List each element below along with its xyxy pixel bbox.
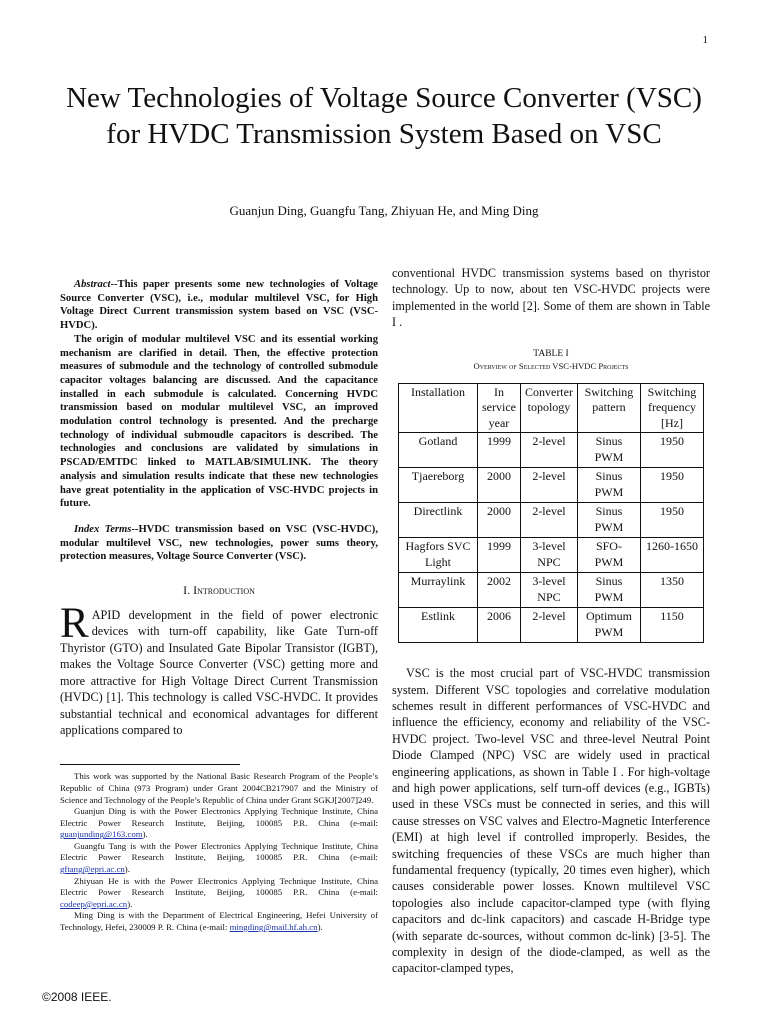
right-paragraph-1: conventional HVDC transmission systems based on thyristor technology. Up to now, about ten VSC-HVDC projects were implemented in the world [2]. Some of them are shown in Table I . — [392, 266, 710, 330]
index-terms-lead: Index Terms — [74, 523, 132, 535]
email-link[interactable]: gftang@epri.ac.cn — [60, 864, 125, 875]
table-header-cell: Switching pattern — [577, 383, 640, 433]
table-cell: Sinus PWM — [577, 468, 640, 503]
footnotes — [60, 771, 378, 933]
table-row — [399, 503, 704, 538]
table-row — [399, 433, 704, 468]
table-cell: 1950 — [640, 468, 703, 503]
abstract-paragraph-1: --This paper presents some new technologies of Voltage Source Converter (VSC), i.e., modular multilevel VSC, for High Voltage Direct Current transmission system based on VSC (VSC-HVDC). — [60, 279, 378, 332]
table-cell: Hagfors SVC Light — [399, 538, 478, 573]
table-cell: 1150 — [640, 608, 703, 643]
table-cell: 2-level — [520, 503, 577, 538]
table-header-cell: Installation — [399, 383, 478, 433]
footnote-author-2: Guangfu Tang is with the Power Electronics Applying Technique Institute, China Electric Power Research Institute, Beijing, 100085 P.R. China (e-mail: gftang@epri.ac.cn). — [60, 840, 378, 875]
table-row — [399, 573, 704, 608]
table-cell: Sinus PWM — [577, 573, 640, 608]
abstract-paragraph-2: The origin of modular multilevel VSC and its essential working mechanism are clarified in detail. Then, the effective protection measures of submodule and the technology of controlled submodule capacitor voltages balancing are discussed. And the capacitance installed in each submodule is calculated. Concerning HVDC transmission based on modular multilevel VSC, an improved modulation control technology is presented. And the precharge technology of individual submoudle capacitors is described. The technologies and conclusions are validated by simulations in PSCAD/EMTDC linked to MATLAB/SIMULINK. The theory analysis and simulation results indicate that these new technologies have great potentiality in the application of VSC-HVDC projects in future. — [60, 333, 378, 510]
footnote-author-4: Ming Ding is with the Department of Electrical Engineering, Hefei University of Technology, Hefei, 230009 P. R. China (e-mail: mingding@mail.hf.ah.cn). — [60, 910, 378, 933]
table-row — [399, 468, 704, 503]
projects-table — [398, 383, 704, 644]
table-cell: 2-level — [520, 433, 577, 468]
table-row — [399, 608, 704, 643]
email-link[interactable]: mingding@mail.hf.ah.cn — [229, 922, 318, 933]
table-cell: Murraylink — [399, 573, 478, 608]
abstract-lead: Abstract — [74, 279, 111, 290]
table-subcaption: Overview of Selected VSC-HVDC Projects — [473, 360, 629, 371]
table-cell: 1260-1650 — [640, 538, 703, 573]
table-cell: 2-level — [520, 468, 577, 503]
table-cell: Sinus PWM — [577, 433, 640, 468]
table-cell: 2-level — [520, 608, 577, 643]
table-header-cell: Switching frequency [Hz] — [640, 383, 703, 433]
index-terms-text: --HVDC transmission based on VSC (VSC-HVDC), modular multilevel VSC, new technologies, power sums theory, protection measures, Voltage Source Converter (VSC). — [60, 523, 378, 563]
drop-cap: R — [60, 600, 89, 648]
right-column — [392, 265, 710, 977]
table-cell: Optimum PWM — [577, 608, 640, 643]
table-row — [399, 538, 704, 573]
table-header-cell: Converter topology — [520, 383, 577, 433]
table-caption: TABLE I — [533, 348, 569, 359]
table-cell: 2000 — [478, 468, 521, 503]
table-cell: Gotland — [399, 433, 478, 468]
copyright-notice: ©2008 IEEE. — [42, 990, 112, 1004]
table-cell: 1950 — [640, 503, 703, 538]
email-link[interactable]: guanjunding@163.com — [60, 829, 143, 840]
index-terms — [60, 523, 378, 564]
table-cell: 1999 — [478, 538, 521, 573]
section-heading-introduction: I. Introduction — [183, 583, 255, 598]
paper-title: New Technologies of Voltage Source Converter (VSC) for HVDC Transmission System Based on VSC — [66, 82, 702, 150]
table-cell: Estlink — [399, 608, 478, 643]
abstract — [60, 278, 378, 511]
table-cell: 2006 — [478, 608, 521, 643]
footnote-divider — [60, 764, 240, 765]
introduction-paragraph — [60, 600, 378, 738]
table-cell: Directlink — [399, 503, 478, 538]
table-cell: 1950 — [640, 433, 703, 468]
page-number: 1 — [702, 34, 708, 46]
table-cell: 2002 — [478, 573, 521, 608]
author-list: Guanjun Ding, Guangfu Tang, Zhiyuan He, and Ming Ding — [229, 203, 539, 218]
table-cell: 3-level NPC — [520, 538, 577, 573]
footnote-funding: This work was supported by the National Basic Research Program of the People’s Republic of China (973 Program) under Grant 2004CB217907 and the Ministry of Science and Technology of the People’s Republic of China under Grant SGKJ[2007]249. — [60, 771, 378, 805]
right-paragraph-2: VSC is the most crucial part of VSC-HVDC transmission system. Different VSC topologies and correlative modulation schemes result in different performances of VSC-HVDC and influence the efficiency, economy and reliability of the VSC-HVDC project. Two-level VSC and three-level Neutral Point Diode Clamped (NPC) VSC are widely used in practical engineering applications, as shown in Table I . For high-voltage and high power applications, self turn-off devices (e.g., IGBTs) used in these VSCs must be connected in series, and this will cause stresses on VSC valves and Electro-Magnetic Interference (EMI) at high level if controlled improperly. Besides, the switching frequencies of these VSCs are much higher than fundamental frequency (typically, 20 times even higher), which causes considerable power losses. Known multilevel VSC topologies also include capacitor-clamped type (with flying capacitors and dc-link capacitors) and cascade H-Bridge type (with separate dc-sources, without common dc-link) [3-5]. The complexity in design of the diode-clamped, as well as the capacitor-clamped types, — [392, 666, 710, 976]
table-cell: Sinus PWM — [577, 503, 640, 538]
table-cell: 1350 — [640, 573, 703, 608]
introduction-text: APID development in the field of power electronic devices with turn-off capability, like Gate Turn-off Thyristor (GTO) and Insulated Gate Bipolar Transistor (IGBT), makes the Voltage Source Converter (VSC) getting more and more attractive for High Voltage Direct Current Transmission (HVDC) [1]. This technology is called VSC-HVDC. It provides substantial technical and economical advantages for different applications compared to — [60, 608, 378, 737]
table-cell: 1999 — [478, 433, 521, 468]
table-header-row — [399, 383, 704, 433]
table-cell: 3-level NPC — [520, 573, 577, 608]
left-column — [60, 278, 378, 934]
table-cell: SFO-PWM — [577, 538, 640, 573]
email-link[interactable]: codeep@epri.ac.cn — [60, 898, 128, 909]
footnote-author-1: Guanjun Ding is with the Power Electronics Applying Technique Institute, China Electric Power Research Institute, Beijing, 100085 P.R. China (e-mail: guanjunding@163.com). — [60, 806, 378, 840]
table-header-cell: In service year — [478, 383, 521, 433]
table-cell: Tjaereborg — [399, 468, 478, 503]
footnote-author-3: Zhiyuan He is with the Power Electronics Applying Technique Institute, China Electric Power Research Institute, Beijing, 100085 P.R. China (e-mail: codeep@epri.ac.cn). — [60, 875, 378, 909]
table-cell: 2000 — [478, 503, 521, 538]
